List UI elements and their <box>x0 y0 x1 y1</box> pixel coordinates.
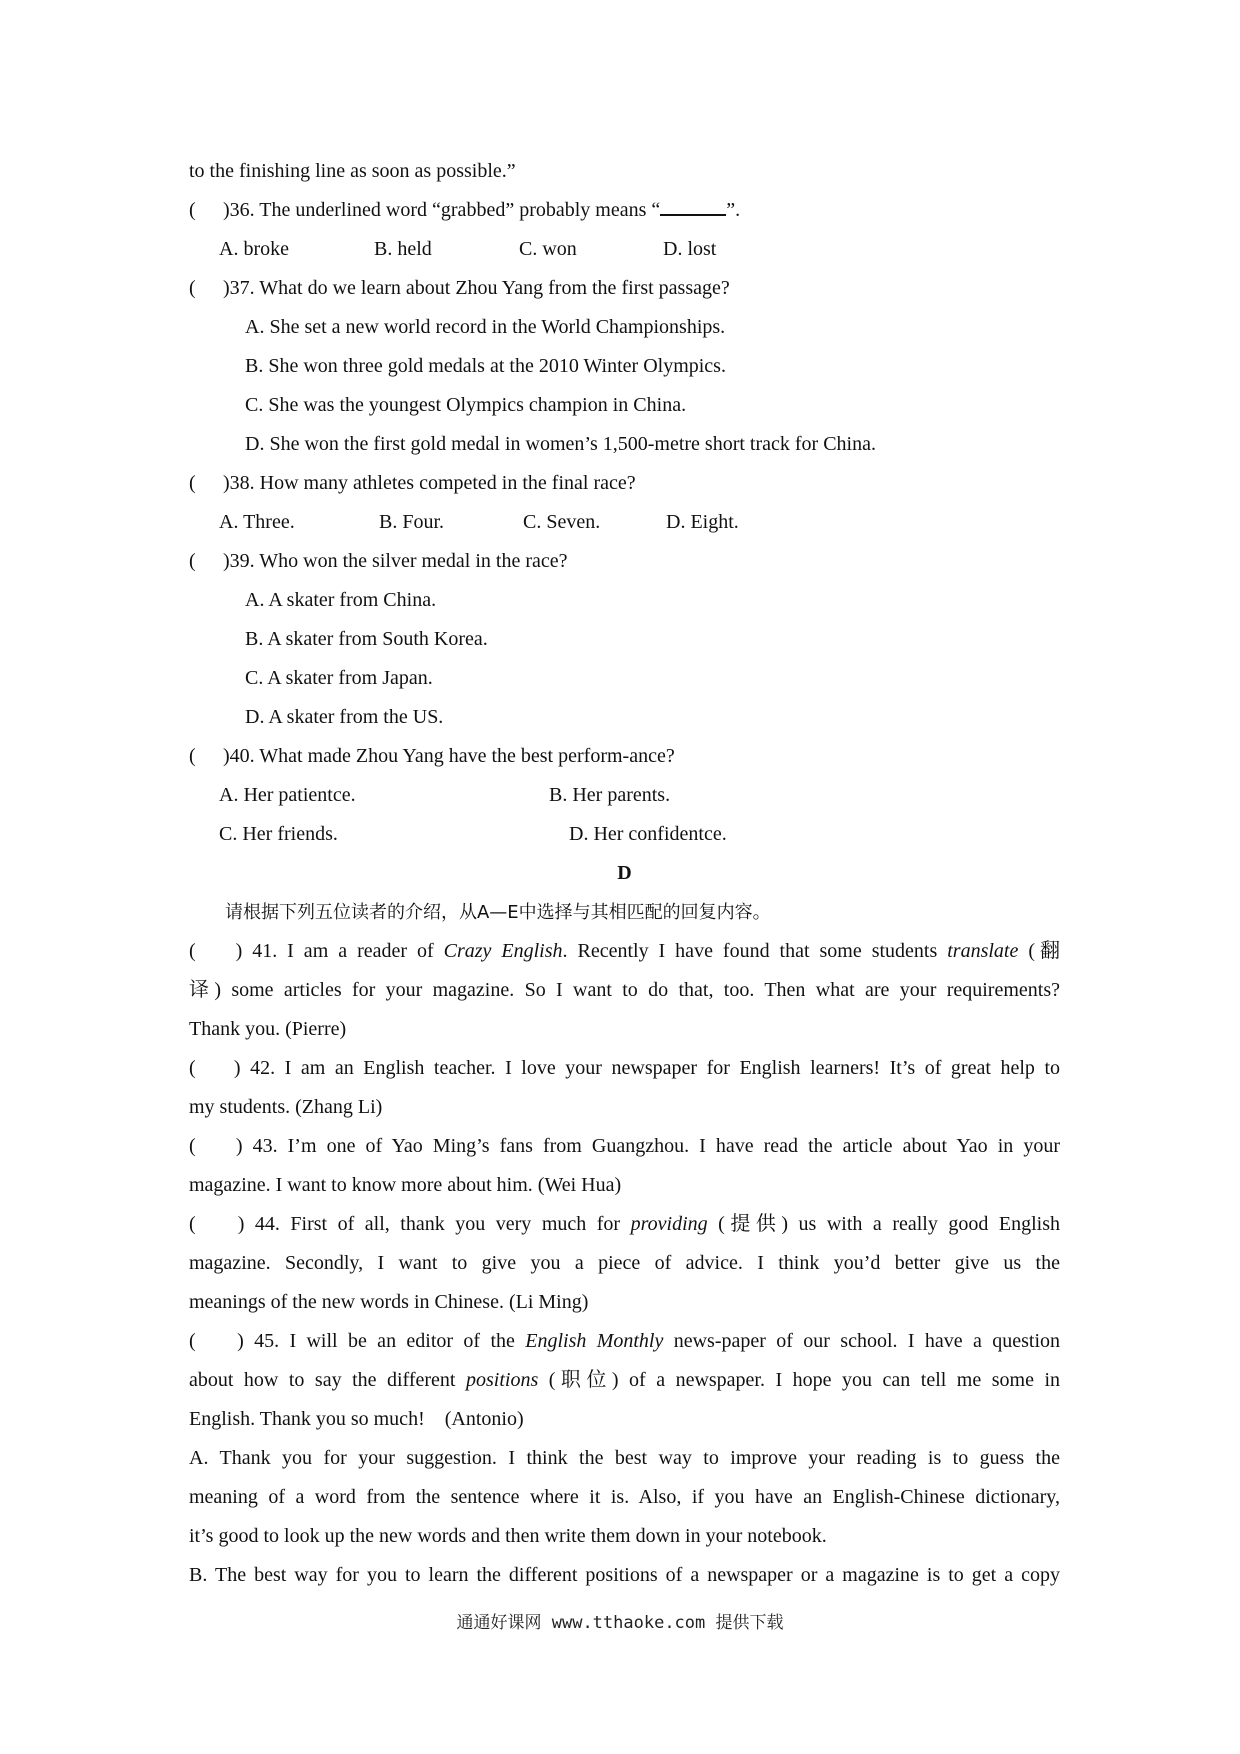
question-text: )40. What made Zhou Yang have the best perform-ance? <box>223 745 675 767</box>
option-d: D. A skater from the US. <box>245 706 444 728</box>
question-text: )38. How many athletes competed in the final race? <box>223 472 636 494</box>
answer-paren: ( <box>189 745 196 767</box>
question-44: ( ) 44. First of all, thank you very much for providing (提供) us with a really good English <box>189 1213 1061 1235</box>
answer-paren: ( <box>189 277 196 299</box>
question-37 <box>189 269 1060 308</box>
question-text: )36. The underlined word “grabbed” probably means “ ”. <box>223 191 740 230</box>
question-43-line2: magazine. I want to know more about him. (Wei Hua) <box>189 1174 622 1196</box>
question-43: ( ) 43. I’m one of Yao Ming’s fans from Guangzhou. I have read the article about Yao in your <box>189 1135 1060 1157</box>
question-40-options-row2 <box>189 815 1060 854</box>
answer-a-line3: it’s good to look up the new words and then write them down in your notebook. <box>189 1525 827 1547</box>
option-a: A. Her patientce. <box>219 784 356 806</box>
document-page <box>189 152 1060 1595</box>
question-39 <box>189 542 1060 581</box>
question-text: )39. Who won the silver medal in the race? <box>223 550 568 572</box>
option-d: D. Eight. <box>666 511 739 533</box>
option-a: A. Three. <box>219 511 295 533</box>
option-b: B. Her parents. <box>549 784 671 806</box>
question-44-line3: meanings of the new words in Chinese. (Li Ming) <box>189 1291 589 1313</box>
question-text: )37. What do we learn about Zhou Yang from the first passage? <box>223 277 730 299</box>
option-d: D. Her confidentce. <box>569 823 727 845</box>
option-b: B. Four. <box>379 511 445 533</box>
question-36 <box>189 191 1060 230</box>
option-c: C. Her friends. <box>219 823 338 845</box>
question-44-line2: magazine. Secondly, I want to give you a piece of advice. I think you’d better give us the <box>189 1252 1060 1274</box>
option-b: B. She won three gold medals at the 2010 Winter Olympics. <box>245 355 726 377</box>
option-c: C. won <box>519 238 577 260</box>
answer-b: B. The best way for you to learn the different positions of a newspaper or a magazine is to get a copy <box>189 1564 1060 1586</box>
section-instructions: 请根据下列五位读者的介绍，从A—E中选择与其相匹配的回复内容。 <box>225 902 771 923</box>
question-42: ( ) 42. I am an English teacher. I love your newspaper for English learners! It’s of great help to <box>189 1057 1060 1079</box>
question-41-line2: 译) some articles for your magazine. So I want to do that, too. Then what are your requirements? <box>189 979 1060 1001</box>
passage-continuation: to the finishing line as soon as possible.” <box>189 160 516 182</box>
option-a: A. broke <box>219 238 289 260</box>
answer-a: A. Thank you for your suggestion. I think the best way to improve your reading is to guess the <box>189 1447 1060 1469</box>
question-45: ( ) 45. I will be an editor of the English Monthly news-paper of our school. I have a question <box>189 1330 1061 1352</box>
question-38 <box>189 464 1060 503</box>
option-a: A. She set a new world record in the World Championships. <box>245 316 726 338</box>
question-45-line3: English. Thank you so much! (Antonio) <box>189 1408 524 1430</box>
option-a: A. A skater from China. <box>245 589 437 611</box>
option-c: C. She was the youngest Olympics champion in China. <box>245 394 687 416</box>
option-d: D. lost <box>663 238 717 260</box>
question-40-options-row1 <box>189 776 1060 815</box>
answer-blank <box>660 192 726 216</box>
section-title: D <box>617 862 632 884</box>
question-41-line3: Thank you. (Pierre) <box>189 1018 347 1040</box>
option-b: B. A skater from South Korea. <box>245 628 488 650</box>
option-c: C. Seven. <box>523 511 601 533</box>
page-footer: 通通好课网 www.tthaoke.com 提供下载 <box>456 1613 784 1633</box>
answer-paren: ( <box>189 472 196 494</box>
question-45-line2: about how to say the different positions (职位) of a newspaper. I hope you can tell me some in <box>189 1369 1060 1391</box>
answer-paren: ( <box>189 199 196 221</box>
option-b: B. held <box>374 238 432 260</box>
question-38-options <box>189 503 1060 542</box>
answer-paren: ( <box>189 550 196 572</box>
option-d: D. She won the first gold medal in women’s 1,500-metre short track for China. <box>245 433 876 455</box>
question-42-line2: my students. (Zhang Li) <box>189 1096 383 1118</box>
question-36-options <box>189 230 1060 269</box>
question-41: ( ) 41. I am a reader of Crazy English. Recently I have found that some students translate (翻 <box>189 940 1060 962</box>
option-c: C. A skater from Japan. <box>245 667 433 689</box>
question-40 <box>189 737 1060 776</box>
answer-a-line2: meaning of a word from the sentence where it is. Also, if you have an English-Chinese dictionary, <box>189 1486 1060 1508</box>
